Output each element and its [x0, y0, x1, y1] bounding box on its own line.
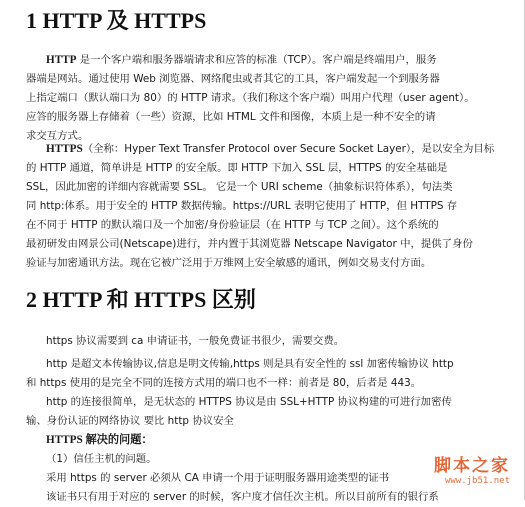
text-line: 最初研发由网景公司(Netscape)进行，并内置于其浏览器 Netscape Navigator 中，提供了身份	[26, 238, 473, 250]
text-line: SSL，因此加密的详细内容就需要 SSL。 它是一个 URI scheme（抽象标识符体系），句法类	[26, 181, 453, 193]
text-line: 该证书只有用于对应的 server 的时候，客户度才信任次主机。所以目前所有的银行系	[46, 491, 439, 503]
text-line: 采用 https 的 server 必须从 CA 申请一个用于证明服务器用途类型的证书	[46, 472, 390, 484]
subheading-https-problems: HTTPS 解决的问题：	[46, 434, 153, 446]
text-line: 上指定端口（默认端口为 80）的 HTTP 请求。（我们称这个客户端）叫用户代理（user agent）。	[26, 92, 475, 104]
site-watermark	[434, 456, 510, 486]
text-line: 在不同于 HTTP 的默认端口及一个加密/身份验证层（在 HTTP 与 TCP 之间）。这个系统的	[26, 219, 439, 231]
text-line: HTTP 是一个客户端和服务器端请求和应答的标准（TCP）。客户端是终端用户，服务	[46, 54, 437, 66]
term-http: HTTP	[46, 54, 77, 66]
section-1-paragraph-http	[26, 51, 502, 146]
section-1-heading: 1 HTTP 及 HTTPS	[26, 8, 207, 33]
text-line: 同 http:体系。用于安全的 HTTP 数据传输。https://URL 表明它使用了 HTTP，但 HTTPS 存	[26, 200, 458, 212]
text-line: http 是超文本传输协议,信息是明文传输,https 则是具有安全性的 ssl 加密传输协议 http	[46, 358, 454, 370]
text-line: 输、身份认证的网络协议 要比 http 协议安全	[26, 415, 234, 427]
text-line: 求交互方式。	[26, 130, 89, 142]
section-2-heading: 2 HTTP 和 HTTPS 区别	[26, 287, 256, 312]
text-line: 器端是网站。通过使用 Web 浏览器、网络爬虫或者其它的工具，客户端发起一个到服务器	[26, 73, 440, 85]
text-line: 的 HTTP 通道，简单讲是 HTTP 的安全版。即 HTTP 下加入 SSL 层，HTTPS 的安全基础是	[26, 162, 448, 174]
watermark-url: www.jb51.net	[444, 476, 510, 486]
text-line: HTTPS（全称：Hyper Text Transfer Protocol over Secure Socket Layer），是以安全为目标	[46, 143, 495, 155]
text-line: http 的连接很简单，是无状态的 HTTPS 协议是由 SSL+HTTP 协议构建的可进行加密传	[46, 396, 452, 408]
text-line: 验证与加密通讯方法。现在它被广泛用于万维网上安全敏感的通讯，例如交易支付方面。	[26, 257, 432, 269]
term-https: HTTPS	[46, 143, 83, 155]
text-line: 和 https 使用的是完全不同的连接方式用的端口也不一样：前者是 80，后者是 443。	[26, 377, 422, 389]
section-2-body	[26, 332, 502, 507]
text-line: 应答的服务器上存储着（一些）资源，比如 HTML 文件和图像，本质上是一种不安全的请	[26, 111, 436, 123]
section-1-paragraph-https	[26, 140, 502, 273]
text-line: https 协议需要到 ca 申请证书，一般免费证书很少，需要交费。	[46, 335, 345, 347]
watermark-logo-text: 脚本之家	[434, 456, 510, 476]
text-line: （1）信任主机的问题。	[46, 453, 157, 465]
